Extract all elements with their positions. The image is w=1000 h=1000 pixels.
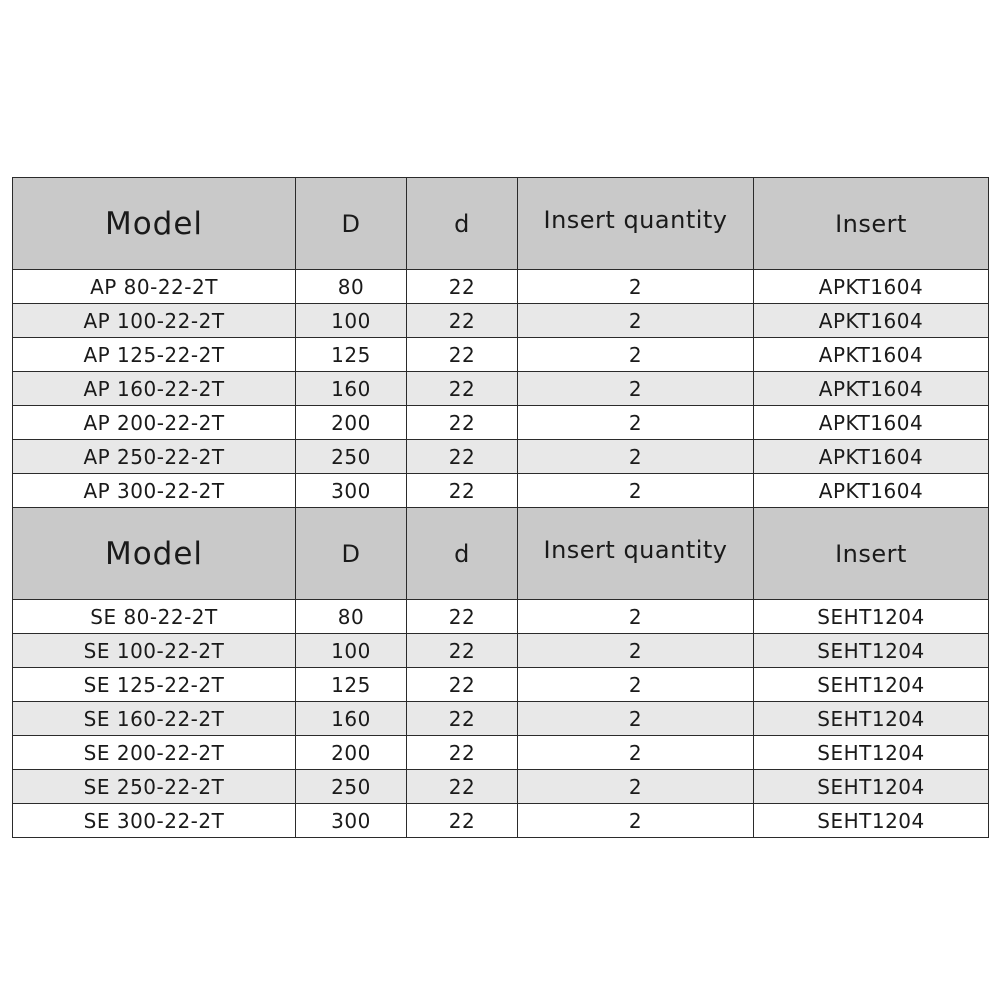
cell-model: AP 250-22-2T (13, 440, 296, 474)
cell-outer-diameter: 250 (296, 440, 407, 474)
table-row (13, 600, 989, 634)
table-row (13, 770, 989, 804)
cell-outer-diameter: 300 (296, 474, 407, 508)
cell-insert-quantity: 2 (518, 702, 754, 736)
table-row (13, 270, 989, 304)
cell-bore-diameter: 22 (407, 406, 518, 440)
cell-outer-diameter: 200 (296, 736, 407, 770)
cell-insert: APKT1604 (754, 440, 989, 474)
cell-outer-diameter: 250 (296, 770, 407, 804)
cell-insert: SEHT1204 (754, 600, 989, 634)
cell-insert: APKT1604 (754, 406, 989, 440)
cell-insert-quantity: 2 (518, 634, 754, 668)
cell-outer-diameter: 125 (296, 668, 407, 702)
cell-outer-diameter: 80 (296, 600, 407, 634)
header-insert-quantity: Insert quantity (518, 178, 754, 270)
header-model: Model (13, 508, 296, 600)
table-body (13, 178, 989, 838)
specification-table (12, 177, 989, 838)
cell-insert: APKT1604 (754, 372, 989, 406)
cell-insert: APKT1604 (754, 474, 989, 508)
cell-bore-diameter: 22 (407, 270, 518, 304)
cell-insert-quantity: 2 (518, 668, 754, 702)
cell-bore-diameter: 22 (407, 600, 518, 634)
cell-insert: APKT1604 (754, 338, 989, 372)
cell-model: SE 200-22-2T (13, 736, 296, 770)
table-row (13, 406, 989, 440)
cell-insert: SEHT1204 (754, 634, 989, 668)
cell-bore-diameter: 22 (407, 304, 518, 338)
cell-model: AP 300-22-2T (13, 474, 296, 508)
cell-outer-diameter: 100 (296, 634, 407, 668)
cell-insert-quantity: 2 (518, 736, 754, 770)
cell-insert: SEHT1204 (754, 770, 989, 804)
cell-insert-quantity: 2 (518, 474, 754, 508)
table-row (13, 474, 989, 508)
ap-header-row (13, 178, 989, 270)
cell-bore-diameter: 22 (407, 474, 518, 508)
cell-outer-diameter: 300 (296, 804, 407, 838)
header-model: Model (13, 178, 296, 270)
cell-insert-quantity: 2 (518, 304, 754, 338)
cell-model: SE 300-22-2T (13, 804, 296, 838)
cell-outer-diameter: 160 (296, 702, 407, 736)
table-row (13, 736, 989, 770)
cell-model: AP 200-22-2T (13, 406, 296, 440)
cell-bore-diameter: 22 (407, 338, 518, 372)
cell-insert-quantity: 2 (518, 406, 754, 440)
cell-bore-diameter: 22 (407, 804, 518, 838)
table-row (13, 440, 989, 474)
cell-insert-quantity: 2 (518, 440, 754, 474)
cell-bore-diameter: 22 (407, 668, 518, 702)
table-row (13, 634, 989, 668)
cell-insert-quantity: 2 (518, 600, 754, 634)
cell-insert: SEHT1204 (754, 702, 989, 736)
cell-outer-diameter: 100 (296, 304, 407, 338)
cell-bore-diameter: 22 (407, 736, 518, 770)
cell-outer-diameter: 80 (296, 270, 407, 304)
table-row (13, 702, 989, 736)
cell-bore-diameter: 22 (407, 770, 518, 804)
cell-outer-diameter: 160 (296, 372, 407, 406)
header-outer-diameter: D (296, 178, 407, 270)
table-row (13, 372, 989, 406)
header-insert-quantity: Insert quantity (518, 508, 754, 600)
cell-bore-diameter: 22 (407, 702, 518, 736)
se-header-row (13, 508, 989, 600)
cell-insert: APKT1604 (754, 270, 989, 304)
cell-model: SE 80-22-2T (13, 600, 296, 634)
table-row (13, 304, 989, 338)
cell-insert-quantity: 2 (518, 338, 754, 372)
table-row (13, 804, 989, 838)
cell-model: AP 125-22-2T (13, 338, 296, 372)
table-row (13, 338, 989, 372)
cell-insert: SEHT1204 (754, 736, 989, 770)
cell-model: SE 250-22-2T (13, 770, 296, 804)
cell-insert-quantity: 2 (518, 372, 754, 406)
cell-insert: SEHT1204 (754, 668, 989, 702)
header-insert: Insert (754, 178, 989, 270)
cell-model: AP 160-22-2T (13, 372, 296, 406)
cell-bore-diameter: 22 (407, 634, 518, 668)
header-bore-diameter: d (407, 508, 518, 600)
cell-insert: SEHT1204 (754, 804, 989, 838)
header-insert: Insert (754, 508, 989, 600)
cell-model: SE 125-22-2T (13, 668, 296, 702)
cell-outer-diameter: 125 (296, 338, 407, 372)
cell-model: SE 160-22-2T (13, 702, 296, 736)
table-row (13, 668, 989, 702)
cell-model: SE 100-22-2T (13, 634, 296, 668)
cell-model: AP 80-22-2T (13, 270, 296, 304)
cell-bore-diameter: 22 (407, 372, 518, 406)
cell-insert-quantity: 2 (518, 770, 754, 804)
header-outer-diameter: D (296, 508, 407, 600)
header-bore-diameter: d (407, 178, 518, 270)
cell-bore-diameter: 22 (407, 440, 518, 474)
cell-model: AP 100-22-2T (13, 304, 296, 338)
cell-insert-quantity: 2 (518, 804, 754, 838)
cell-outer-diameter: 200 (296, 406, 407, 440)
cell-insert: APKT1604 (754, 304, 989, 338)
cell-insert-quantity: 2 (518, 270, 754, 304)
